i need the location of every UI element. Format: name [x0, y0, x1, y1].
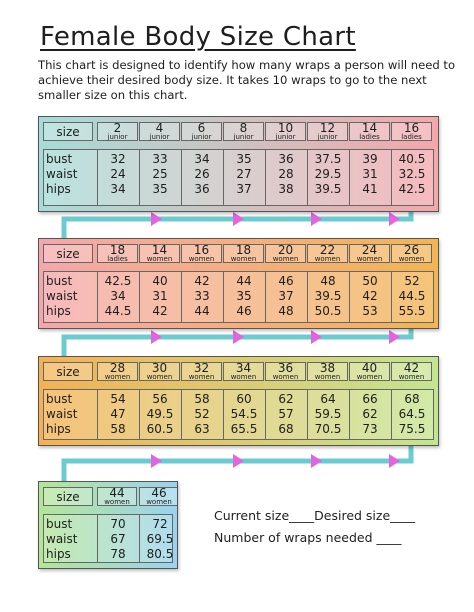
- size-number: 16: [403, 121, 420, 135]
- hips-value: 44: [194, 304, 210, 318]
- size-header-row: [39, 117, 438, 147]
- measurement-column: [349, 274, 391, 319]
- bust-value: 72: [152, 517, 168, 531]
- measurement-column: [181, 152, 223, 197]
- waist-value: 54.5: [230, 407, 258, 421]
- size-type: women: [398, 373, 425, 381]
- waist-value: 28: [278, 167, 294, 181]
- size-number: 6: [197, 121, 206, 135]
- size-number: 44: [109, 486, 125, 500]
- waist-value: 47: [110, 407, 126, 421]
- measurement-column: [391, 152, 433, 197]
- hips-value: 70.5: [314, 422, 342, 436]
- measurement-column: [265, 152, 307, 197]
- size-type: women: [146, 498, 172, 506]
- size-table-1: [38, 116, 439, 212]
- size-number: 12: [319, 121, 336, 135]
- bust-value: 68: [404, 392, 420, 406]
- hips-value: 75.5: [398, 422, 426, 436]
- measurement-column: [349, 152, 391, 197]
- bust-value: 66: [362, 392, 378, 406]
- bust-value: 33: [152, 152, 168, 166]
- size-number: 42: [403, 361, 420, 375]
- size-number: 18: [235, 243, 252, 257]
- hips-value: 48: [278, 304, 294, 318]
- row-label-bust: bust: [46, 517, 73, 531]
- size-type: women: [188, 255, 215, 263]
- measurement-column: [139, 274, 181, 319]
- size-type: women: [398, 255, 425, 263]
- size-type: junior: [275, 133, 296, 141]
- measurements-area: [43, 514, 173, 563]
- measurement-column: [223, 392, 265, 437]
- waist-value: 31: [152, 289, 168, 303]
- arrow-icon: [151, 454, 162, 468]
- measurement-column: [181, 274, 223, 319]
- wraps-needed-line: Number of wraps needed ____: [214, 530, 402, 545]
- size-table-4: [38, 481, 178, 569]
- size-header-cell: [97, 487, 137, 506]
- measurement-column: [97, 274, 139, 319]
- size-number: 26: [403, 243, 420, 257]
- row-label-waist: waist: [46, 167, 78, 181]
- bust-value: 56: [152, 392, 168, 406]
- waist-value: 27: [236, 167, 252, 181]
- size-label: size: [43, 487, 93, 506]
- hips-value: 36: [194, 182, 210, 196]
- measurement-column: [181, 392, 223, 437]
- size-label: size: [43, 362, 93, 381]
- arrow-icon: [389, 454, 400, 468]
- bust-value: 35: [236, 152, 252, 166]
- measurement-column: [307, 392, 349, 437]
- size-header-cell: [391, 122, 432, 141]
- waist-value: 44.5: [398, 289, 426, 303]
- size-type: women: [230, 373, 257, 381]
- size-type: junior: [149, 133, 170, 141]
- row-labels: [46, 392, 96, 437]
- size-header-cell: [307, 122, 348, 141]
- size-number: 20: [277, 243, 294, 257]
- size-header-cell: [391, 244, 432, 263]
- size-header-row: [39, 357, 438, 387]
- waist-value: 34: [110, 289, 126, 303]
- size-header-cell: [349, 244, 390, 263]
- hips-value: 41: [362, 182, 378, 196]
- measurement-column: [391, 392, 433, 437]
- size-type: junior: [233, 133, 254, 141]
- arrow-icon: [311, 330, 322, 344]
- hips-value: 46: [236, 304, 252, 318]
- hips-value: 58: [110, 422, 126, 436]
- waist-value: 69.5: [146, 532, 174, 546]
- size-header-cell: [307, 244, 348, 263]
- row-label-hips: hips: [46, 304, 71, 318]
- measurement-column: [391, 274, 433, 319]
- connector-line-3: [64, 444, 411, 482]
- bust-value: 58: [194, 392, 210, 406]
- hips-value: 60.5: [146, 422, 174, 436]
- bust-value: 46: [278, 274, 294, 288]
- measurement-column: [139, 517, 178, 562]
- measurements-area: [43, 271, 434, 323]
- size-number: 18: [109, 243, 126, 257]
- measurement-column: [223, 152, 265, 197]
- size-type: women: [314, 255, 341, 263]
- size-number: 4: [155, 121, 164, 135]
- waist-value: 39.5: [314, 289, 342, 303]
- size-label: size: [43, 122, 93, 141]
- size-header-cell: [307, 362, 348, 381]
- hips-value: 37: [236, 182, 252, 196]
- size-number: 2: [113, 121, 122, 135]
- bust-value: 40.5: [398, 152, 426, 166]
- size-number: 28: [109, 361, 126, 375]
- waist-value: 31: [362, 167, 378, 181]
- hips-value: 35: [152, 182, 168, 196]
- row-label-waist: waist: [46, 289, 78, 303]
- hips-value: 63: [194, 422, 210, 436]
- bust-value: 60: [236, 392, 252, 406]
- waist-value: 26: [194, 167, 210, 181]
- arrow-icon: [389, 212, 400, 226]
- measurements-area: [43, 149, 434, 206]
- hips-value: 68: [278, 422, 294, 436]
- size-header-row: [39, 482, 177, 512]
- row-label-bust: bust: [46, 274, 73, 288]
- size-number: 14: [151, 243, 168, 257]
- size-number: 22: [319, 243, 336, 257]
- size-table-3: [38, 356, 439, 446]
- hips-value: 38: [278, 182, 294, 196]
- size-type: women: [104, 498, 130, 506]
- size-type: women: [188, 373, 215, 381]
- waist-value: 32.5: [398, 167, 426, 181]
- arrow-icon: [311, 212, 322, 226]
- current-desired-size-line: Current size____Desired size____: [214, 508, 416, 523]
- size-number: 30: [151, 361, 168, 375]
- measurement-column: [97, 392, 139, 437]
- bust-value: 48: [320, 274, 336, 288]
- size-label: size: [43, 244, 93, 263]
- size-number: 36: [277, 361, 294, 375]
- size-header-cell: [181, 122, 222, 141]
- size-table-2: [38, 238, 439, 329]
- size-type: women: [314, 373, 341, 381]
- size-number: 14: [361, 121, 378, 135]
- waist-value: 37: [278, 289, 294, 303]
- bust-value: 36: [278, 152, 294, 166]
- row-label-hips: hips: [46, 182, 71, 196]
- waist-value: 57: [278, 407, 294, 421]
- size-number: 10: [277, 121, 294, 135]
- arrow-icon: [389, 330, 400, 344]
- hips-value: 80.5: [146, 547, 174, 561]
- measurement-column: [139, 392, 181, 437]
- size-type: women: [356, 373, 383, 381]
- bust-value: 34: [194, 152, 210, 166]
- arrow-icon: [233, 330, 244, 344]
- size-type: women: [146, 373, 173, 381]
- size-type: women: [272, 255, 299, 263]
- arrow-icon: [233, 212, 244, 226]
- size-type: ladies: [107, 255, 128, 263]
- measurements-area: [43, 389, 434, 440]
- size-number: 32: [193, 361, 210, 375]
- size-number: 24: [361, 243, 378, 257]
- waist-value: 33: [194, 289, 210, 303]
- size-number: 38: [319, 361, 336, 375]
- size-header-cell: [349, 362, 390, 381]
- measurement-column: [307, 152, 349, 197]
- size-header-cell: [139, 122, 180, 141]
- bust-value: 37.5: [314, 152, 342, 166]
- bust-value: 70: [110, 517, 126, 531]
- waist-value: 64.5: [398, 407, 426, 421]
- size-header-cell: [139, 244, 180, 263]
- hips-value: 65.5: [230, 422, 258, 436]
- bust-value: 62: [278, 392, 294, 406]
- measurement-column: [307, 274, 349, 319]
- hips-value: 53: [362, 304, 378, 318]
- hips-value: 78: [110, 547, 126, 561]
- bust-value: 52: [404, 274, 420, 288]
- row-labels: [46, 274, 96, 319]
- arrow-icon: [311, 454, 322, 468]
- row-label-hips: hips: [46, 547, 71, 561]
- measurement-column: [265, 392, 307, 437]
- size-header-cell: [139, 362, 180, 381]
- waist-value: 29.5: [314, 167, 342, 181]
- size-number: 34: [235, 361, 252, 375]
- size-number: 46: [151, 486, 167, 500]
- bust-value: 40: [152, 274, 168, 288]
- size-type: junior: [191, 133, 212, 141]
- measurement-column: [97, 152, 139, 197]
- size-header-cell: [391, 362, 432, 381]
- bust-value: 44: [236, 274, 252, 288]
- size-header-cell: [265, 122, 306, 141]
- size-header-cell: [97, 362, 138, 381]
- measurement-column: [139, 152, 181, 197]
- bust-value: 50: [362, 274, 378, 288]
- intro-text: This chart is designed to identify how many wraps a person will need to achieve their desired body size. It takes 10 wraps to go to the next smaller size on this chart.: [38, 58, 456, 102]
- size-type: junior: [107, 133, 128, 141]
- hips-value: 44.5: [104, 304, 132, 318]
- measurement-column: [349, 392, 391, 437]
- size-header-cell: [97, 122, 138, 141]
- waist-value: 67: [110, 532, 126, 546]
- connector-line-1: [64, 210, 411, 240]
- size-header-cell: [139, 487, 178, 506]
- size-type: women: [272, 373, 299, 381]
- size-type: junior: [317, 133, 338, 141]
- waist-value: 49.5: [146, 407, 174, 421]
- waist-value: 35: [236, 289, 252, 303]
- hips-value: 73: [362, 422, 378, 436]
- arrow-icon: [233, 454, 244, 468]
- waist-value: 62: [362, 407, 378, 421]
- size-type: ladies: [401, 133, 422, 141]
- arrow-icon: [151, 330, 162, 344]
- size-type: ladies: [359, 133, 380, 141]
- hips-value: 50.5: [314, 304, 342, 318]
- waist-value: 52: [194, 407, 210, 421]
- bust-value: 54: [110, 392, 126, 406]
- size-header-cell: [265, 244, 306, 263]
- bust-value: 39: [362, 152, 378, 166]
- measurement-column: [97, 517, 139, 562]
- waist-value: 42: [362, 289, 378, 303]
- size-header-cell: [181, 362, 222, 381]
- waist-value: 59.5: [314, 407, 342, 421]
- size-type: women: [146, 255, 173, 263]
- hips-value: 39.5: [314, 182, 342, 196]
- row-label-waist: waist: [46, 407, 78, 421]
- hips-value: 34: [110, 182, 126, 196]
- size-header-cell: [265, 362, 306, 381]
- row-label-waist: waist: [46, 532, 78, 546]
- bust-value: 42.5: [104, 274, 132, 288]
- hips-value: 42: [152, 304, 168, 318]
- waist-value: 25: [152, 167, 168, 181]
- row-labels: [46, 517, 96, 562]
- size-header-cell: [223, 362, 264, 381]
- waist-value: 24: [110, 167, 126, 181]
- size-number: 40: [361, 361, 378, 375]
- connector-line-2: [64, 327, 411, 358]
- size-header-cell: [181, 244, 222, 263]
- bust-value: 64: [320, 392, 336, 406]
- row-label-hips: hips: [46, 422, 71, 436]
- row-label-bust: bust: [46, 152, 73, 166]
- size-header-cell: [349, 122, 390, 141]
- bust-value: 42: [194, 274, 210, 288]
- size-header-cell: [97, 244, 138, 263]
- arrow-icon: [151, 212, 162, 226]
- hips-value: 42.5: [398, 182, 426, 196]
- bust-value: 32: [110, 152, 126, 166]
- size-header-cell: [223, 122, 264, 141]
- measurement-column: [223, 274, 265, 319]
- size-type: women: [356, 255, 383, 263]
- size-header-cell: [223, 244, 264, 263]
- size-number: 16: [193, 243, 210, 257]
- size-type: women: [104, 373, 131, 381]
- row-labels: [46, 152, 96, 197]
- hips-value: 55.5: [398, 304, 426, 318]
- measurement-column: [265, 274, 307, 319]
- size-header-row: [39, 239, 438, 269]
- row-label-bust: bust: [46, 392, 73, 406]
- size-type: women: [230, 255, 257, 263]
- size-number: 8: [239, 121, 248, 135]
- page-title: Female Body Size Chart: [40, 22, 356, 52]
